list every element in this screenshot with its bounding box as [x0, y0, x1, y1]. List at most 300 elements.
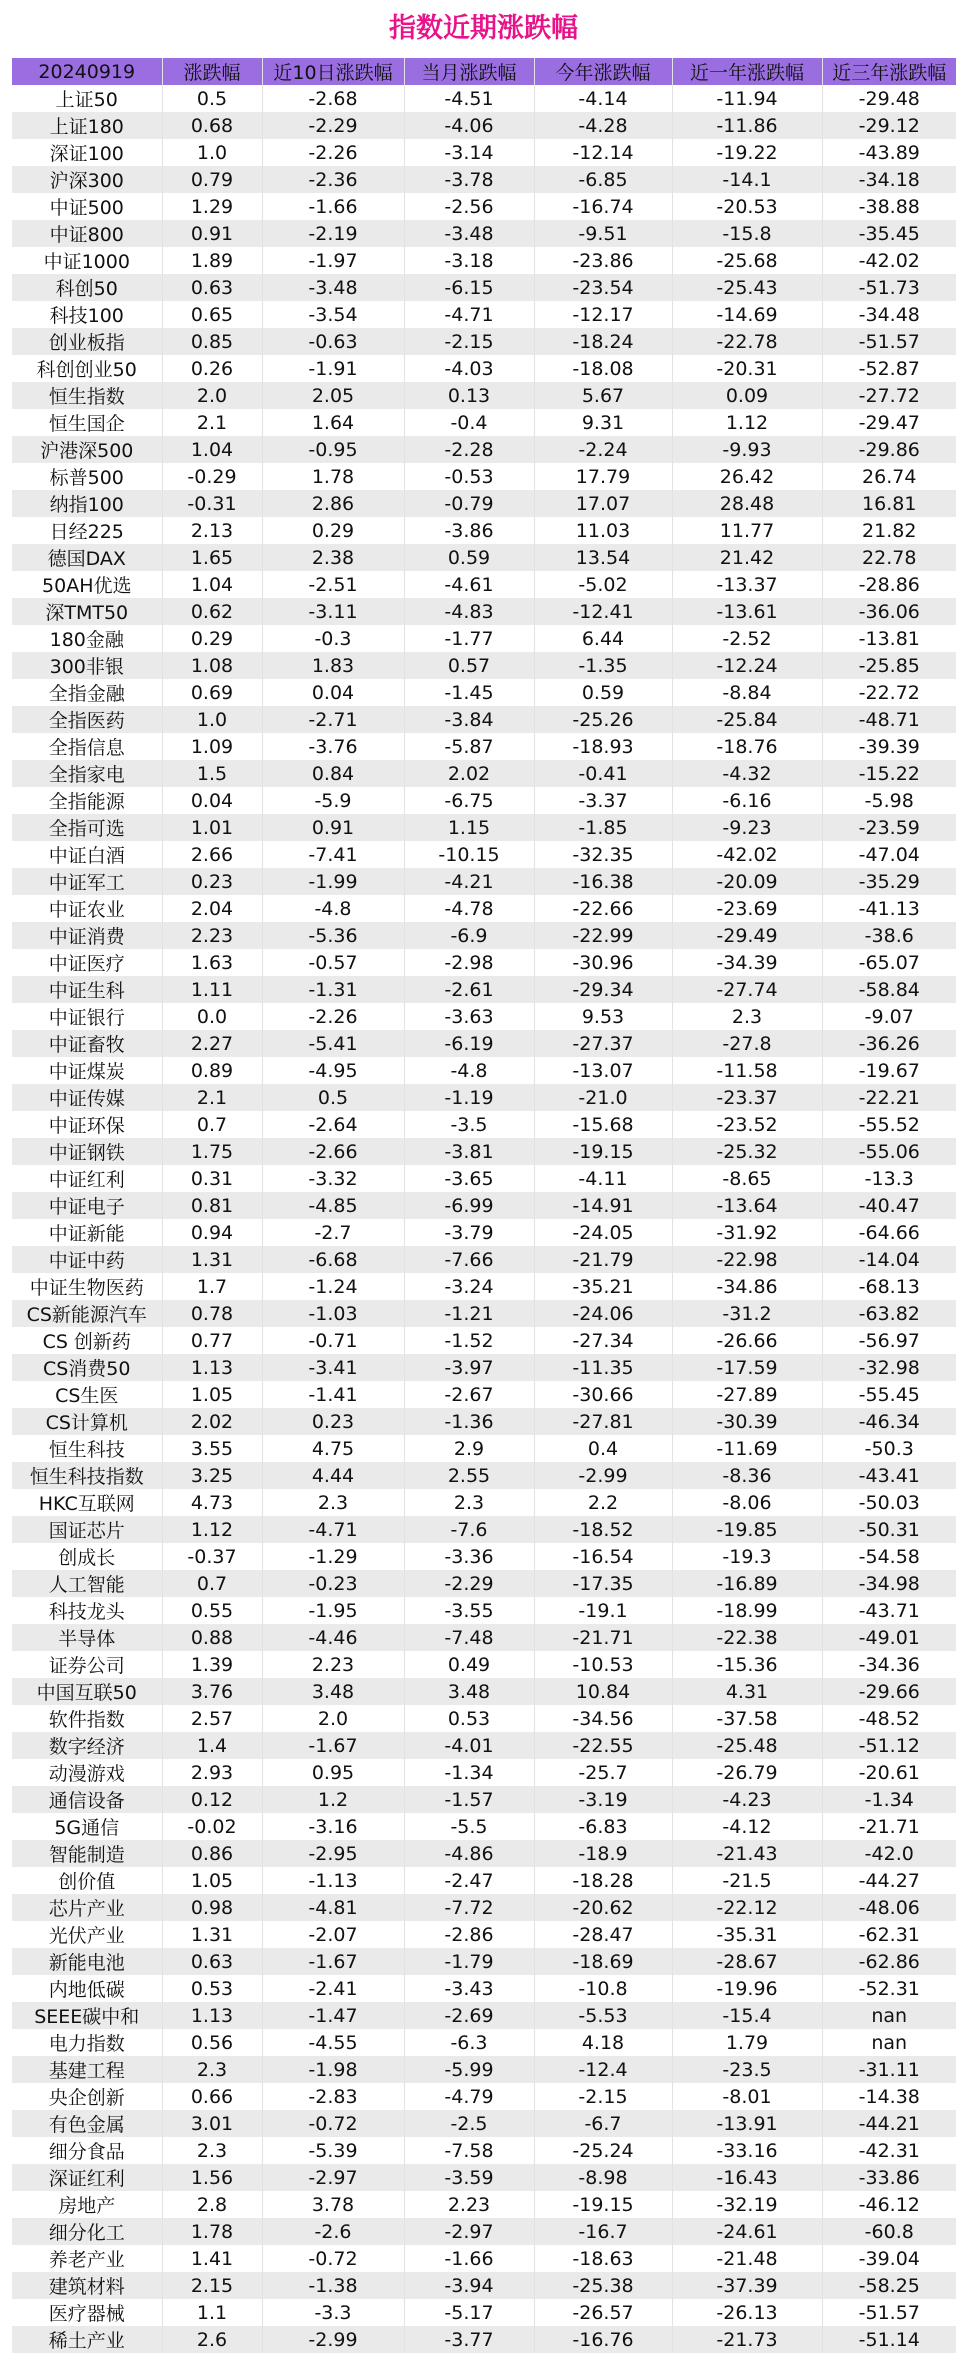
cell-index-name: 芯片产业 [12, 1894, 162, 1921]
table-row [12, 193, 956, 220]
table-row [12, 814, 956, 841]
table-row [12, 463, 956, 490]
cell-3year-change: -46.12 [858, 2193, 920, 2216]
cell-3year-change: 16.81 [862, 492, 917, 515]
cell-daily-change: 0.29 [162, 625, 262, 652]
table-row [12, 706, 956, 733]
table-row [12, 1543, 956, 1570]
cell-ytd-change: 9.53 [534, 1003, 672, 1030]
cell-index-name: 全指能源 [12, 787, 162, 814]
cell-month-change: -3.18 [404, 247, 534, 274]
cell-10day-change: -2.26 [262, 139, 404, 166]
table-row [12, 274, 956, 301]
cell-10day-change: -4.85 [262, 1192, 404, 1219]
cell-index-name: 中证环保 [12, 1111, 162, 1138]
cell-1year-change: -23.37 [672, 1084, 822, 1111]
cell-1year-change: -6.16 [672, 787, 822, 814]
cell-10day-change: -1.47 [262, 2002, 404, 2029]
cell-ytd-change: -15.68 [534, 1111, 672, 1138]
cell-ytd-change: -18.28 [534, 1867, 672, 1894]
cell-index-name: 养老产业 [12, 2245, 162, 2272]
cell-10day-change: -0.72 [262, 2110, 404, 2137]
table-row [12, 2083, 956, 2110]
cell-daily-change: 0.98 [162, 1894, 262, 1921]
table-row [12, 1867, 956, 1894]
cell-3year-change: -52.87 [858, 357, 920, 380]
table-row [12, 1138, 956, 1165]
cell-3year-change: -68.13 [858, 1275, 920, 1298]
cell-ytd-change: -18.24 [534, 328, 672, 355]
cell-3year-change: -13.81 [858, 627, 920, 650]
cell-1year-change: -37.39 [672, 2272, 822, 2299]
cell-daily-change: 0.04 [162, 787, 262, 814]
cell-10day-change: -1.98 [262, 2056, 404, 2083]
cell-10day-change: -1.31 [262, 976, 404, 1003]
cell-index-name: CS生医 [12, 1381, 162, 1408]
cell-1year-change: -19.3 [672, 1543, 822, 1570]
cell-index-name: 创业板指 [12, 328, 162, 355]
cell-ytd-change: -18.93 [534, 733, 672, 760]
cell-10day-change: -0.72 [262, 2245, 404, 2272]
table-row [12, 301, 956, 328]
cell-3year-change: -29.48 [858, 87, 920, 110]
table-row [12, 544, 956, 571]
cell-daily-change: 1.01 [162, 814, 262, 841]
cell-3year-change: -34.98 [858, 1572, 920, 1595]
cell-10day-change: 4.44 [262, 1462, 404, 1489]
cell-10day-change: -0.71 [262, 1327, 404, 1354]
cell-daily-change: 4.73 [162, 1489, 262, 1516]
cell-index-name: 恒生指数 [12, 382, 162, 409]
cell-1year-change: -11.94 [672, 85, 822, 112]
cell-month-change: -6.75 [404, 787, 534, 814]
table-header [12, 58, 956, 85]
cell-1year-change: -20.31 [672, 355, 822, 382]
cell-month-change: -2.15 [404, 328, 534, 355]
cell-daily-change: 2.02 [162, 1408, 262, 1435]
cell-3year-change: -42.31 [858, 2139, 920, 2162]
cell-daily-change: 0.23 [162, 868, 262, 895]
header-3year-change: 近三年涨跌幅 [832, 62, 947, 84]
cell-index-name: 国证芯片 [12, 1516, 162, 1543]
cell-1year-change: 2.3 [672, 1003, 822, 1030]
cell-month-change: -3.86 [404, 517, 534, 544]
table-row [12, 490, 956, 517]
cell-index-name: 中证农业 [12, 895, 162, 922]
table-row [12, 1651, 956, 1678]
cell-daily-change: 0.5 [162, 85, 262, 112]
table-row [12, 1975, 956, 2002]
table-row [12, 1246, 956, 1273]
cell-3year-change: -42.02 [858, 249, 920, 272]
cell-3year-change: -43.89 [858, 141, 920, 164]
cell-daily-change: 0.7 [162, 1570, 262, 1597]
cell-daily-change: 0.91 [162, 220, 262, 247]
cell-ytd-change: -29.34 [534, 976, 672, 1003]
cell-ytd-change: -22.99 [534, 922, 672, 949]
cell-3year-change: -22.72 [858, 681, 920, 704]
cell-month-change: -7.48 [404, 1624, 534, 1651]
cell-month-change: -1.36 [404, 1408, 534, 1435]
cell-1year-change: -37.58 [672, 1705, 822, 1732]
cell-index-name: 50AH优选 [12, 571, 162, 598]
cell-month-change: -7.6 [404, 1516, 534, 1543]
cell-ytd-change: -18.63 [534, 2245, 672, 2272]
cell-index-name: 中证新能 [12, 1219, 162, 1246]
cell-ytd-change: -12.14 [534, 139, 672, 166]
cell-10day-change: -7.41 [262, 841, 404, 868]
cell-month-change: -1.34 [404, 1759, 534, 1786]
cell-1year-change: 4.31 [672, 1678, 822, 1705]
cell-index-name: 恒生国企 [12, 409, 162, 436]
cell-ytd-change: 4.18 [534, 2029, 672, 2056]
cell-3year-change: nan [871, 2004, 908, 2027]
cell-month-change: -5.17 [404, 2299, 534, 2326]
cell-1year-change: -21.5 [672, 1867, 822, 1894]
cell-3year-change: -48.06 [858, 1896, 920, 1919]
cell-1year-change: -26.79 [672, 1759, 822, 1786]
header-1year-change: 近一年涨跌幅 [672, 58, 822, 85]
cell-month-change: 1.15 [404, 814, 534, 841]
cell-3year-change: -40.47 [858, 1194, 920, 1217]
cell-month-change: -6.3 [404, 2029, 534, 2056]
cell-month-change: -1.19 [404, 1084, 534, 1111]
cell-1year-change: -4.12 [672, 1813, 822, 1840]
table-row [12, 220, 956, 247]
cell-1year-change: -11.58 [672, 1057, 822, 1084]
cell-3year-change: -56.97 [858, 1329, 920, 1352]
cell-ytd-change: -9.51 [534, 220, 672, 247]
cell-month-change: -3.94 [404, 2272, 534, 2299]
cell-daily-change: 1.41 [162, 2245, 262, 2272]
cell-10day-change: -2.99 [262, 2326, 404, 2353]
cell-index-name: 中证钢铁 [12, 1138, 162, 1165]
cell-daily-change: 0.79 [162, 166, 262, 193]
cell-3year-change: -55.45 [858, 1383, 920, 1406]
cell-10day-change: 0.91 [262, 814, 404, 841]
cell-daily-change: 0.66 [162, 2083, 262, 2110]
cell-daily-change: 0.78 [162, 1300, 262, 1327]
header-10day-change: 近10日涨跌幅 [262, 58, 404, 85]
cell-index-name: 中证500 [12, 193, 162, 220]
cell-1year-change: -8.01 [672, 2083, 822, 2110]
table-row [12, 1624, 956, 1651]
table-row [12, 2137, 956, 2164]
cell-daily-change: 2.57 [162, 1705, 262, 1732]
cell-ytd-change: -35.21 [534, 1273, 672, 1300]
header-date: 20240919 [12, 58, 162, 85]
cell-daily-change: 2.04 [162, 895, 262, 922]
table-row [12, 868, 956, 895]
cell-daily-change: 2.3 [162, 2137, 262, 2164]
cell-daily-change: 0.86 [162, 1840, 262, 1867]
cell-ytd-change: -6.85 [534, 166, 672, 193]
cell-1year-change: -4.32 [672, 760, 822, 787]
cell-daily-change: 2.93 [162, 1759, 262, 1786]
cell-month-change: -3.5 [404, 1111, 534, 1138]
cell-10day-change: -1.67 [262, 1948, 404, 1975]
table-row [12, 1489, 956, 1516]
cell-index-name: 全指金融 [12, 679, 162, 706]
cell-1year-change: -27.8 [672, 1030, 822, 1057]
cell-3year-change: -22.21 [858, 1086, 920, 1109]
cell-month-change: -6.9 [404, 922, 534, 949]
cell-1year-change: -13.64 [672, 1192, 822, 1219]
cell-3year-change: -28.86 [858, 573, 920, 596]
cell-index-name: 恒生科技 [12, 1435, 162, 1462]
cell-month-change: -3.84 [404, 706, 534, 733]
cell-daily-change: 1.5 [162, 760, 262, 787]
cell-month-change: -1.45 [404, 679, 534, 706]
cell-1year-change: -35.31 [672, 1921, 822, 1948]
cell-month-change: 2.23 [404, 2191, 534, 2218]
cell-month-change: -2.56 [404, 193, 534, 220]
cell-index-name: 建筑材料 [12, 2272, 162, 2299]
cell-ytd-change: -25.24 [534, 2137, 672, 2164]
table-row [12, 2164, 956, 2191]
cell-ytd-change: -4.14 [534, 85, 672, 112]
cell-month-change: -3.55 [404, 1597, 534, 1624]
table-row [12, 1894, 956, 1921]
cell-10day-change: 0.95 [262, 1759, 404, 1786]
cell-10day-change: -2.7 [262, 1219, 404, 1246]
cell-month-change: -2.61 [404, 976, 534, 1003]
cell-month-change: -3.77 [404, 2326, 534, 2353]
cell-1year-change: -15.4 [672, 2002, 822, 2029]
cell-ytd-change: 13.54 [534, 544, 672, 571]
table-row [12, 409, 956, 436]
cell-10day-change: -1.38 [262, 2272, 404, 2299]
cell-ytd-change: -13.07 [534, 1057, 672, 1084]
cell-3year-change: 22.78 [862, 546, 917, 569]
cell-3year-change: -48.71 [858, 708, 920, 731]
cell-10day-change: 1.83 [262, 652, 404, 679]
cell-1year-change: -31.92 [672, 1219, 822, 1246]
cell-index-name: 新能电池 [12, 1948, 162, 1975]
cell-index-name: 全指可选 [12, 814, 162, 841]
table-row [12, 949, 956, 976]
cell-1year-change: -11.69 [672, 1435, 822, 1462]
cell-month-change: -4.21 [404, 868, 534, 895]
cell-daily-change: -0.29 [162, 463, 262, 490]
cell-ytd-change: -28.47 [534, 1921, 672, 1948]
cell-month-change: -2.47 [404, 1867, 534, 1894]
cell-index-name: 中证生科 [12, 976, 162, 1003]
cell-10day-change: -2.41 [262, 1975, 404, 2002]
cell-3year-change: -55.06 [858, 1140, 920, 1163]
cell-month-change: -6.99 [404, 1192, 534, 1219]
cell-ytd-change: -5.53 [534, 2002, 672, 2029]
cell-daily-change: 1.1 [162, 2299, 262, 2326]
cell-daily-change: 1.31 [162, 1921, 262, 1948]
cell-month-change: -2.97 [404, 2218, 534, 2245]
table-row [12, 760, 956, 787]
cell-index-name: 中证医疗 [12, 949, 162, 976]
cell-ytd-change: -21.71 [534, 1624, 672, 1651]
cell-1year-change: -2.52 [672, 625, 822, 652]
cell-month-change: -3.79 [404, 1219, 534, 1246]
cell-month-change: -3.36 [404, 1543, 534, 1570]
cell-index-name: 基建工程 [12, 2056, 162, 2083]
cell-10day-change: -2.64 [262, 1111, 404, 1138]
cell-ytd-change: 0.4 [534, 1435, 672, 1462]
cell-index-name: 细分食品 [12, 2137, 162, 2164]
table-row [12, 517, 956, 544]
cell-month-change: -10.15 [404, 841, 534, 868]
cell-month-change: -3.65 [404, 1165, 534, 1192]
cell-ytd-change: -16.74 [534, 193, 672, 220]
cell-ytd-change: -16.76 [534, 2326, 672, 2353]
cell-month-change: -7.72 [404, 1894, 534, 1921]
cell-index-name: 全指信息 [12, 733, 162, 760]
cell-1year-change: -9.23 [672, 814, 822, 841]
cell-ytd-change: -19.1 [534, 1597, 672, 1624]
cell-10day-change: 4.75 [262, 1435, 404, 1462]
cell-month-change: -7.66 [404, 1246, 534, 1273]
cell-ytd-change: -27.34 [534, 1327, 672, 1354]
cell-month-change: -3.81 [404, 1138, 534, 1165]
cell-3year-change: -29.47 [858, 411, 920, 434]
cell-10day-change: 1.2 [262, 1786, 404, 1813]
cell-1year-change: 11.77 [672, 517, 822, 544]
cell-index-name: 科创50 [12, 274, 162, 301]
cell-ytd-change: -1.85 [534, 814, 672, 841]
cell-1year-change: 28.48 [672, 490, 822, 517]
table-row [12, 328, 956, 355]
cell-daily-change: 0.89 [162, 1057, 262, 1084]
cell-ytd-change: -30.66 [534, 1381, 672, 1408]
cell-1year-change: -16.43 [672, 2164, 822, 2191]
cell-index-name: 纳指100 [12, 490, 162, 517]
cell-ytd-change: 10.84 [534, 1678, 672, 1705]
cell-1year-change: -19.85 [672, 1516, 822, 1543]
cell-index-name: 中证1000 [12, 247, 162, 274]
cell-month-change: -3.78 [404, 166, 534, 193]
cell-10day-change: -3.41 [262, 1354, 404, 1381]
cell-ytd-change: -4.28 [534, 112, 672, 139]
cell-1year-change: -27.89 [672, 1381, 822, 1408]
cell-daily-change: -0.37 [162, 1543, 262, 1570]
cell-ytd-change: -10.8 [534, 1975, 672, 2002]
cell-10day-change: -0.3 [262, 625, 404, 652]
cell-ytd-change: -0.41 [534, 760, 672, 787]
table-row [12, 2056, 956, 2083]
cell-10day-change: -2.51 [262, 571, 404, 598]
cell-daily-change: 1.05 [162, 1381, 262, 1408]
table-row [12, 652, 956, 679]
cell-3year-change: -36.06 [858, 600, 920, 623]
cell-10day-change: -6.68 [262, 1246, 404, 1273]
table-row [12, 1219, 956, 1246]
cell-index-name: 上证180 [12, 112, 162, 139]
cell-3year-change: -25.85 [858, 654, 920, 677]
cell-index-name: 中证煤炭 [12, 1057, 162, 1084]
cell-3year-change: -49.01 [858, 1626, 920, 1649]
cell-month-change: -3.63 [404, 1003, 534, 1030]
cell-1year-change: -4.23 [672, 1786, 822, 1813]
cell-1year-change: -8.65 [672, 1165, 822, 1192]
cell-index-name: 标普500 [12, 463, 162, 490]
cell-3year-change: -39.04 [858, 2247, 920, 2270]
table-row [12, 679, 956, 706]
cell-3year-change: -46.34 [858, 1410, 920, 1433]
cell-ytd-change: -25.38 [534, 2272, 672, 2299]
cell-daily-change: 0.85 [162, 328, 262, 355]
cell-1year-change: -19.22 [672, 139, 822, 166]
cell-10day-change: -3.76 [262, 733, 404, 760]
cell-10day-change: -1.97 [262, 247, 404, 274]
cell-ytd-change: -10.53 [534, 1651, 672, 1678]
cell-10day-change: 3.48 [262, 1678, 404, 1705]
cell-ytd-change: -3.37 [534, 787, 672, 814]
cell-10day-change: 1.78 [262, 463, 404, 490]
cell-index-name: 通信设备 [12, 1786, 162, 1813]
cell-month-change: -2.29 [404, 1570, 534, 1597]
cell-daily-change: 3.01 [162, 2110, 262, 2137]
cell-index-name: 中证畜牧 [12, 1030, 162, 1057]
cell-ytd-change: 5.67 [534, 382, 672, 409]
cell-daily-change: 2.8 [162, 2191, 262, 2218]
cell-3year-change: -51.12 [858, 1734, 920, 1757]
cell-daily-change: 0.62 [162, 598, 262, 625]
table-row [12, 1165, 956, 1192]
cell-10day-change: -3.48 [262, 274, 404, 301]
cell-10day-change: 0.29 [262, 517, 404, 544]
cell-ytd-change: -1.35 [534, 652, 672, 679]
cell-10day-change: -4.8 [262, 895, 404, 922]
cell-daily-change: 3.76 [162, 1678, 262, 1705]
cell-month-change: 0.59 [404, 544, 534, 571]
cell-ytd-change: -16.38 [534, 868, 672, 895]
cell-index-name: 数字经济 [12, 1732, 162, 1759]
cell-index-name: 细分化工 [12, 2218, 162, 2245]
cell-ytd-change: 11.03 [534, 517, 672, 544]
cell-month-change: 2.9 [404, 1435, 534, 1462]
cell-index-name: 深TMT50 [12, 598, 162, 625]
table-row [12, 1381, 956, 1408]
cell-3year-change: -44.27 [858, 1869, 920, 1892]
table-row [12, 112, 956, 139]
cell-10day-change: -1.91 [262, 355, 404, 382]
cell-index-name: 人工智能 [12, 1570, 162, 1597]
cell-3year-change: -34.18 [858, 168, 920, 191]
page-title: 指数近期涨跌幅 [389, 13, 578, 44]
cell-3year-change: -51.73 [858, 276, 920, 299]
cell-daily-change: 1.78 [162, 2218, 262, 2245]
cell-index-name: 中证中药 [12, 1246, 162, 1273]
cell-3year-change: -15.22 [858, 762, 920, 785]
cell-month-change: 0.49 [404, 1651, 534, 1678]
cell-month-change: -5.5 [404, 1813, 534, 1840]
cell-ytd-change: -5.02 [534, 571, 672, 598]
cell-ytd-change: -34.56 [534, 1705, 672, 1732]
cell-ytd-change: -23.54 [534, 274, 672, 301]
cell-daily-change: 0.0 [162, 1003, 262, 1030]
cell-ytd-change: -8.98 [534, 2164, 672, 2191]
cell-10day-change: -0.95 [262, 436, 404, 463]
cell-10day-change: -2.71 [262, 706, 404, 733]
cell-index-name: 中证消费 [12, 922, 162, 949]
cell-3year-change: -50.31 [858, 1518, 920, 1541]
cell-ytd-change: -24.06 [534, 1300, 672, 1327]
cell-month-change: -1.79 [404, 1948, 534, 1975]
cell-10day-change: -1.99 [262, 868, 404, 895]
cell-month-change: -4.51 [404, 85, 534, 112]
cell-1year-change: -34.86 [672, 1273, 822, 1300]
table-row [12, 2245, 956, 2272]
cell-month-change: -1.52 [404, 1327, 534, 1354]
cell-3year-change: -27.72 [858, 384, 920, 407]
